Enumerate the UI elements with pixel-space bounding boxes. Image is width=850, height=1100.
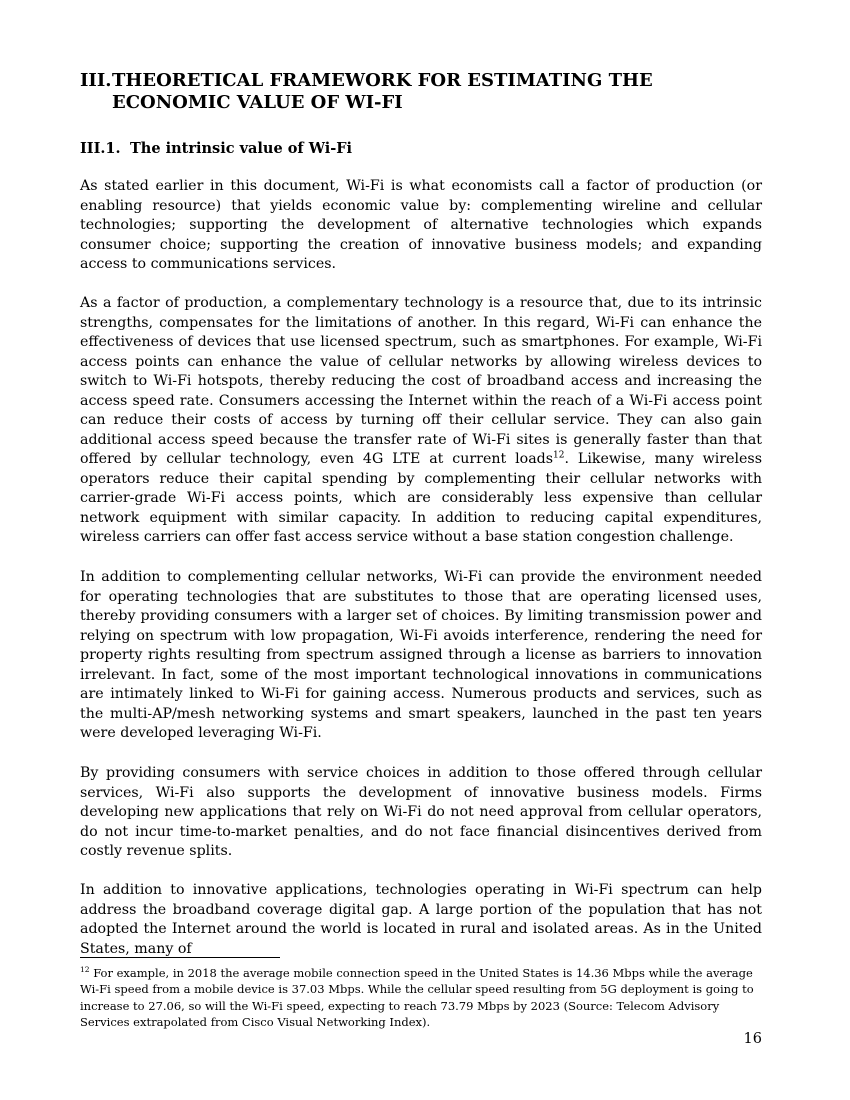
footnote-reference[interactable]: 12 <box>553 450 565 461</box>
subsection-title: The intrinsic value of Wi-Fi <box>130 140 353 157</box>
footnote <box>80 965 762 1030</box>
section-heading <box>80 70 762 114</box>
paragraph-4: By providing consumers with service choices in addition to those offered through cellular services, Wi-Fi also supports the development of innovative business models. Firms developing new applications that rely on Wi-Fi do not need approval from cellular operators, do not incur time-to-market penalties, and do not face financial disincentives derived from costly revenue splits. <box>80 765 762 859</box>
page-number: 16 <box>743 1031 762 1047</box>
footnote-separator <box>80 957 280 958</box>
paragraph-3: In addition to complementing cellular networks, Wi-Fi can provide the environment needed for operating technologies that are substitutes to those that are operating licensed uses, thereby providing consumers with a larger set of choices. By limiting transmission power and relying on spectrum with low propagation, Wi-Fi avoids interference, rendering the need for property rights resulting from spectrum assigned through a license as barriers to innovation irrelevant. In fact, some of the most important technological innovations in communications are intimately linked to Wi-Fi for gaining access. Numerous products and services, such as the multi-AP/mesh networking systems and smart speakers, launched in the past ten years were developed leveraging Wi-Fi. <box>80 569 762 741</box>
paragraph-1: As stated earlier in this document, Wi-Fi is what economists call a factor of production (or enabling resource) that yields economic value by: complementing wireline and cellular technologies; supporting the development of alternative technologies which expands consumer choice; supporting the creation of innovative business models; and expanding access to communications services. <box>80 178 762 272</box>
section-title: THEORETICAL FRAMEWORK FOR ESTIMATING THE ECONOMIC VALUE OF WI-FI <box>112 70 653 113</box>
footnote-marker: 12 <box>80 965 90 975</box>
paragraph-2-text: As a factor of production, a complementary technology is a resource that, due to its intrinsic strengths, compensates for the limitations of another. In this regard, Wi-Fi can enhance the effectiveness of devices that use licensed spectrum, such as smartphones. For example, Wi-Fi access points can enhance the value of cellular networks by allowing wireless devices to switch to Wi-Fi hotspots, thereby reducing the cost of broadband access and increasing the access speed rate. Consumers accessing the Internet within the reach of a Wi-Fi access point can reduce their costs of access by turning off their cellular service. They can also gain additional access speed because the transfer rate of Wi-Fi sites is generally faster than that offered by cellular technology, even 4G LTE at current loads <box>80 295 762 467</box>
subsection-heading <box>80 139 352 158</box>
paragraph-2 <box>80 294 762 548</box>
footnote-text: For example, in 2018 the average mobile connection speed in the United States is 14.36 Mbps while the average Wi-Fi speed from a mobile device is 37.03 Mbps. While the cellular speed resulting from 5G deployment is going to increase to 27.06, so will the Wi-Fi speed, expecting to reach 73.79 Mbps by 2023 (Source: Telecom Advisory Services extrapolated from Cisco Visual Networking Index). <box>80 966 754 1029</box>
paragraph-2-continuation: . Likewise, many wireless operators reduce their capital spending by complementing their cellular networks with carrier-grade Wi-Fi access points, which are considerably less expensive than cellular network equipment with similar capacity. In addition to reducing capital expenditures, wireless carriers can offer fast access service without a base station congestion challenge. <box>80 451 762 545</box>
section-number: III. <box>80 70 112 91</box>
document-page <box>80 0 762 1100</box>
subsection-number: III.1. <box>80 140 121 157</box>
paragraph-5: In addition to innovative applications, technologies operating in Wi-Fi spectrum can help address the broadband coverage digital gap. A large portion of the population that has not adopted the Internet around the world is located in rural and isolated areas. As in the United States, many of <box>80 882 762 957</box>
